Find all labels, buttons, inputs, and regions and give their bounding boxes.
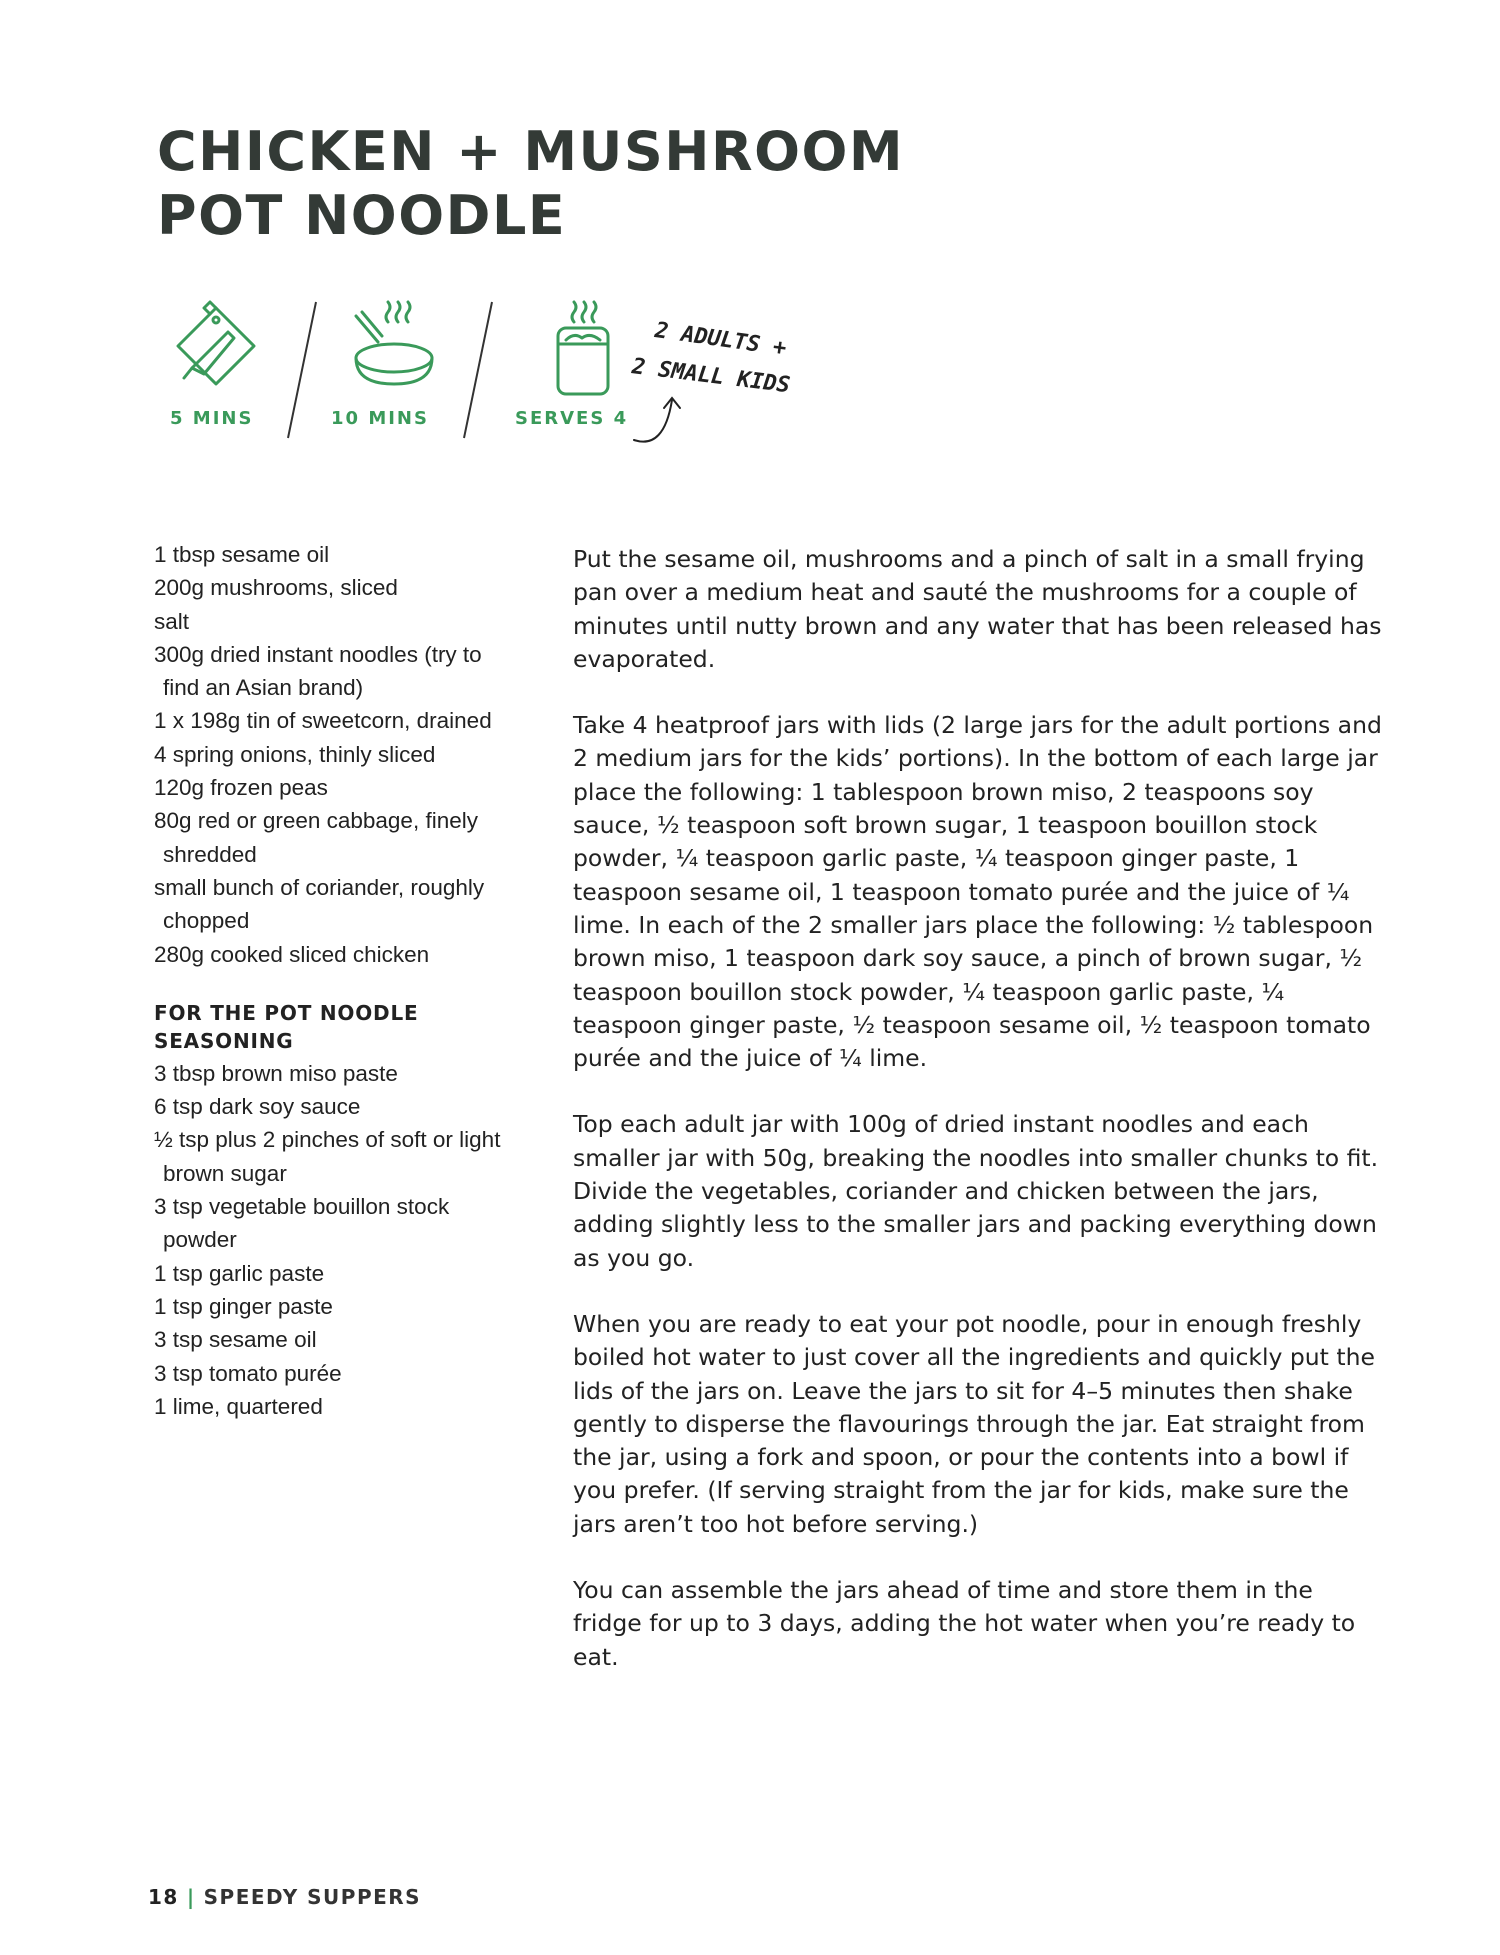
prep-time-label: 5 MINS bbox=[170, 408, 254, 429]
seasoning-item: 1 lime, quartered bbox=[154, 1393, 323, 1419]
ingredient-item: 120g frozen peas bbox=[154, 775, 328, 801]
serves-label: SERVES 4 bbox=[515, 408, 629, 429]
jar-icon bbox=[548, 298, 618, 402]
page-number: 18 bbox=[148, 1885, 179, 1909]
ingredient-item: salt bbox=[154, 608, 190, 634]
method-step: You can assemble the jars ahead of time and store them in the fridge for up to 3 days, adding the hot water when you’re ready to eat. bbox=[573, 1576, 1356, 1671]
footer-separator: | bbox=[186, 1885, 196, 1909]
recipe-title-line-2: POT NOODLE bbox=[157, 184, 567, 247]
cook-time-label: 10 MINS bbox=[331, 408, 429, 429]
recipe-title bbox=[157, 120, 904, 248]
ingredient-item: 1 tbsp sesame oil bbox=[154, 542, 330, 567]
divider-slash bbox=[458, 300, 498, 440]
handwritten-note-line-1: 2 ADULTS + bbox=[653, 318, 788, 362]
seasoning-heading bbox=[154, 999, 514, 1055]
recipe-meta bbox=[0, 290, 900, 450]
seasoning-item: 1 tsp garlic paste bbox=[154, 1260, 325, 1286]
seasoning-item: 3 tsp sesame oil bbox=[154, 1327, 317, 1353]
section-name: SPEEDY SUPPERS bbox=[203, 1885, 422, 1909]
recipe-title-line-1: CHICKEN + MUSHROOM bbox=[157, 120, 905, 183]
seasoning-item: 1 tsp ginger paste bbox=[154, 1293, 333, 1319]
ingredient-item: 280g cooked sliced chicken bbox=[154, 941, 430, 967]
ingredients-list bbox=[154, 538, 514, 971]
handwritten-note-line-2: 2 SMALL KIDS bbox=[630, 354, 792, 399]
method-step: When you are ready to eat your pot noodle, pour in enough freshly boiled hot water to just cover all the ingredients and quickly put the lids of the jars on. Leave the jars to sit for 4–5 minutes then shake gently to disperse the flavourings through the jar. Eat straight from the jar, using a fork and spoon, or pour the contents into a bowl if you prefer. (If serving straight from the jar for kids, make sure the jars aren’t too hot before serving.) bbox=[573, 1309, 1375, 1538]
method-step: Take 4 heatproof jars with lids (2 large jars for the adult portions and 2 medium jars for the kids’ portions). In the bottom of each large jar place the following: 1 tablespoon brown miso, 2 teaspoons soy sauce, ½ teaspoon soft brown sugar, 1 teaspoon bouillon stock powder, ¼ teaspoon garlic paste, ¼ teaspoon ginger paste, 1 teaspoon sesame oil, 1 teaspoon tomato purée and the juice of ¼ lime. In each of the 2 smaller jars place the following: ½ tablespoon brown miso, 1 teaspoon dark soy sauce, a pinch of brown sugar, ½ teaspoon bouillon stock powder, ¼ teaspoon garlic paste, ¼ teaspoon ginger paste, ½ teaspoon sesame oil, ½ teaspoon tomato purée and the juice of ¼ lime. bbox=[573, 711, 1382, 1073]
seasoning-heading-line-2: SEASONING bbox=[154, 1028, 294, 1053]
seasoning-heading-line-1: FOR THE POT NOODLE bbox=[154, 1000, 419, 1025]
ingredients-column bbox=[154, 538, 514, 1423]
seasoning-item: 3 tsp vegetable bouillon stock powder bbox=[154, 1194, 450, 1253]
ingredient-item: 300g dried instant noodles (try to find an Asian brand) bbox=[154, 641, 482, 701]
seasoning-list bbox=[154, 1057, 514, 1423]
frying-pan-icon bbox=[348, 298, 440, 398]
divider-slash bbox=[282, 300, 322, 440]
ingredient-item: 1 x 198g tin of sweetcorn, drained bbox=[154, 708, 492, 734]
page-footer bbox=[148, 1885, 421, 1909]
ingredient-item: small bunch of coriander, roughly chopped bbox=[154, 874, 485, 934]
chopping-board-knife-icon bbox=[170, 300, 262, 392]
ingredient-item: 4 spring onions, thinly sliced bbox=[154, 741, 436, 767]
seasoning-item: ½ tsp plus 2 pinches of soft or light brown sugar bbox=[154, 1127, 501, 1186]
seasoning-item: 6 tsp dark soy sauce bbox=[154, 1094, 361, 1120]
seasoning-item: 3 tbsp brown miso paste bbox=[154, 1060, 398, 1086]
method-column bbox=[573, 543, 1385, 1707]
ingredient-item: 200g mushrooms, sliced bbox=[154, 575, 398, 601]
method-step: Top each adult jar with 100g of dried instant noodles and each smaller jar with 50g, breaking the noodles into smaller chunks to fit. Divide the vegetables, coriander and chicken between the jars, adding slightly less to the smaller jars and packing everything down as you go. bbox=[573, 1110, 1379, 1272]
seasoning-item: 3 tsp tomato purée bbox=[154, 1360, 342, 1386]
curved-arrow-icon bbox=[630, 388, 700, 448]
method-step: Put the sesame oil, mushrooms and a pinch of salt in a small frying pan over a medium heat and sauté the mushrooms for a couple of minutes until nutty brown and any water that has been released has evaporated. bbox=[573, 545, 1382, 673]
ingredient-item: 80g red or green cabbage, finely shredded bbox=[154, 808, 478, 867]
